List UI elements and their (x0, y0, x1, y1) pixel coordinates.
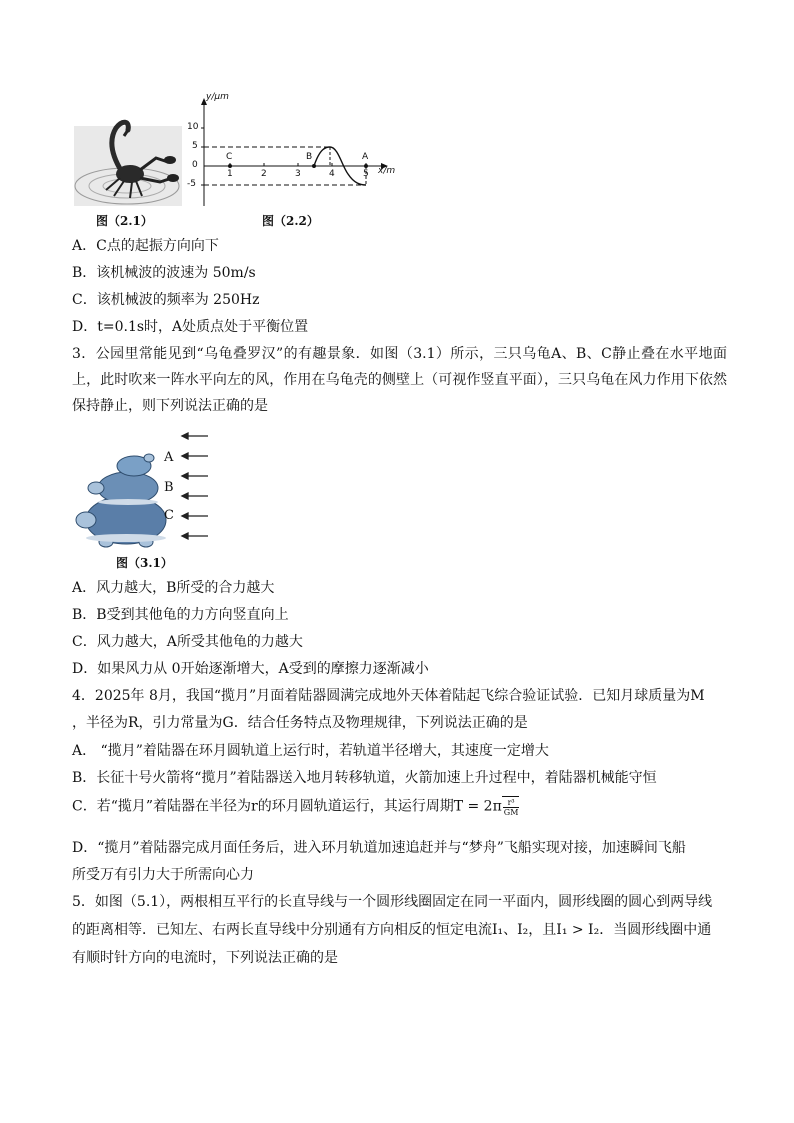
q3-stem: 3．公园里常能见到“乌龟叠罗汉”的有趣景象．如图（3.1）所示，三只乌龟A、B、C静止叠在水平地面上，此时吹来一阵水平向左的风，作用在乌龟壳的侧壁上（可视作竖直平面），三只乌龟在风力作用下依然保持静止，则下列说法正确的是 (72, 346, 727, 414)
y-tick-10: 10 (187, 122, 199, 132)
q3-option-a: A．风力越大，B所受的合力越大 (72, 580, 275, 596)
y-tick-5: 5 (192, 141, 198, 151)
wind-arrows (182, 433, 208, 539)
point-b-label: B (306, 152, 313, 162)
figure-3-1-caption: 图（3.1） (116, 556, 173, 570)
fraction-denominator: GM (503, 807, 519, 817)
fraction-numerator: r³ (503, 798, 520, 808)
figure-2-2-caption: 图（2.2） (262, 214, 319, 228)
q3-option-c: C．风力越大，A所受其他龟的力越大 (72, 634, 303, 650)
x-tick-5: 5 (363, 169, 369, 179)
q5-stem-line2: 的距离相等．已知左、右两长直导线中分别通有方向相反的恒定电流I₁、I₂，且I₁ > I₂．当圆形线圈中通 (72, 922, 712, 938)
turtle-c-label: C (164, 508, 174, 523)
period-fraction (503, 798, 520, 817)
q4-option-a: A． “揽月”着陆器在环月圆轨道上运行时，若轨道半径增大，其速度一定增大 (72, 743, 549, 759)
x-tick-2: 2 (261, 169, 267, 179)
scorpion-image (74, 122, 182, 206)
q4-option-c (72, 796, 519, 817)
q4-option-d-line1: D．“揽月”着陆器完成月面任务后，进入环月轨道加速追赶并与“梦舟”飞船实现对接，加速瞬间飞船 (72, 840, 686, 856)
q5-stem-line1: 5．如图（5.1），两根相互平行的长直导线与一个圆形线圈固定在同一平面内，圆形线圈的圆心到两导线 (72, 894, 713, 910)
x-tick-4: 4 (329, 169, 335, 179)
figure-2-1-caption: 图（2.1） (96, 214, 153, 228)
point-c-label: C (226, 152, 233, 162)
q3-option-b: B．B受到其他龟的力方向竖直向上 (72, 607, 289, 623)
q4-option-d-line2: 所受万有引力大于所需向心力 (72, 867, 254, 883)
q5-stem-line3: 有顺时针方向的电流时，下列说法正确的是 (72, 950, 338, 966)
x-tick-1: 1 (227, 169, 233, 179)
figure-3-1 (72, 428, 222, 576)
q2-option-b: B．该机械波的波速为 50m/s (72, 265, 256, 281)
q4-stem-line2: ，半径为R，引力常量为G．结合任务特点及物理规律，下列说法正确的是 (72, 715, 528, 731)
q2-option-a: A．C点的起振方向向下 (72, 238, 219, 254)
y-axis-label: y/μm (206, 92, 229, 102)
q4-option-c-text: C．若“揽月”着陆器在半径为r的环月圆轨道运行，其运行周期T = 2π (72, 798, 502, 815)
sqrt-symbol (502, 796, 520, 817)
turtle-a-label: A (164, 450, 174, 465)
figure-2 (72, 86, 412, 236)
x-axis-label: x/m (378, 166, 396, 176)
y-tick-0: 0 (192, 160, 198, 170)
q2-option-d: D．t=0.1s时，A处质点处于平衡位置 (72, 319, 309, 335)
y-tick-neg5: -5 (187, 179, 196, 189)
x-tick-3: 3 (295, 169, 301, 179)
q4-option-b: B．长征十号火箭将“揽月”着陆器送入地月转移轨道，火箭加速上升过程中，着陆器机械能守恒 (72, 770, 657, 786)
q2-option-c: C．该机械波的频率为 250Hz (72, 292, 260, 308)
turtle-b-label: B (164, 480, 174, 495)
point-a-label: A (362, 152, 369, 162)
q4-stem-line1: 4．2025年 8月，我国“揽月”月面着陆器圆满完成地外天体着陆起飞综合验证试验．已知月球质量为M (72, 688, 705, 704)
q3-option-d: D．如果风力从 0开始逐渐增大，A受到的摩擦力逐渐减小 (72, 661, 429, 677)
